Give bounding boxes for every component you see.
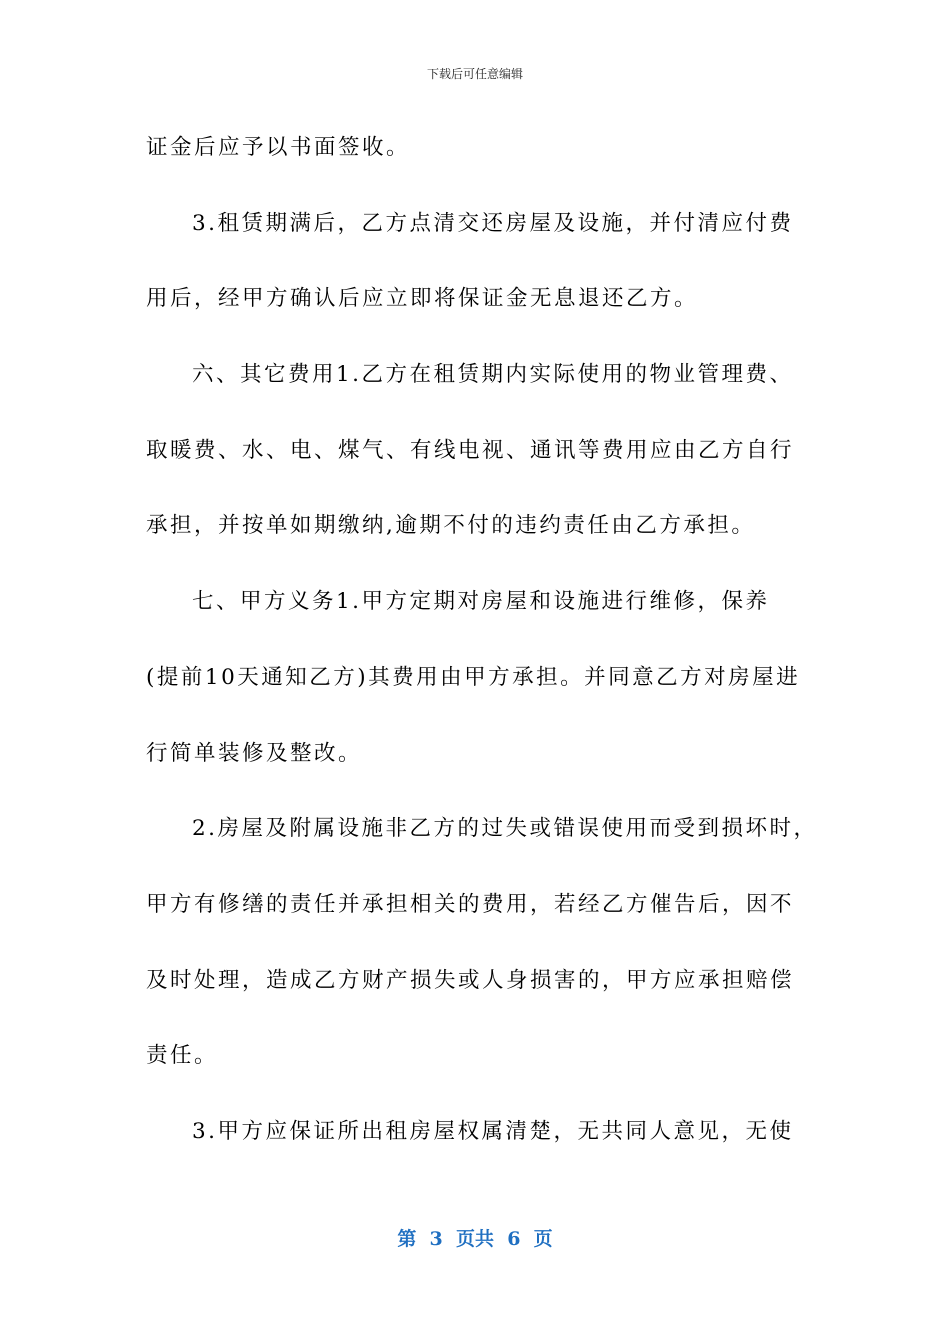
- body-line: 七、甲方义务1.甲方定期对房屋和设施进行维修，保养: [192, 589, 770, 615]
- body-line: 3.租赁期满后，乙方点清交还房屋及设施，并付清应付费: [192, 210, 794, 236]
- page-number-footer: 第 3 页共 6 页: [397, 1228, 553, 1250]
- body-line: 2.房屋及附属设施非乙方的过失或错误使用而受到损坏时，: [192, 816, 818, 842]
- page-header-note: 下载后可任意编辑: [426, 67, 523, 81]
- body-line: 甲方有修缮的责任并承担相关的费用，若经乙方催告后，因不: [146, 891, 795, 917]
- body-line: 用后，经甲方确认后应立即将保证金无息退还乙方。: [146, 286, 699, 312]
- body-line: 责任。: [146, 1043, 219, 1069]
- body-line: 证金后应予以书面签收。: [146, 135, 411, 160]
- body-line: 六、其它费用1.乙方在租赁期内实际使用的物业管理费、: [192, 362, 794, 388]
- body-line: 行简单装修及整改。: [146, 740, 363, 766]
- body-line: 及时处理，造成乙方财产损失或人身损害的，甲方应承担赔偿: [146, 967, 795, 993]
- body-line: 3.甲方应保证所出租房屋权属清楚，无共同人意见，无使: [192, 1118, 794, 1144]
- body-line: 承担，并按单如期缴纳,逾期不付的违约责任由乙方承担。: [146, 513, 756, 539]
- body-line: 取暖费、水、电、煤气、有线电视、通讯等费用应由乙方自行: [146, 437, 795, 463]
- body-line: (提前10天通知乙方)其费用由甲方承担。并同意乙方对房屋进: [146, 664, 801, 690]
- document-body: [146, 110, 818, 1170]
